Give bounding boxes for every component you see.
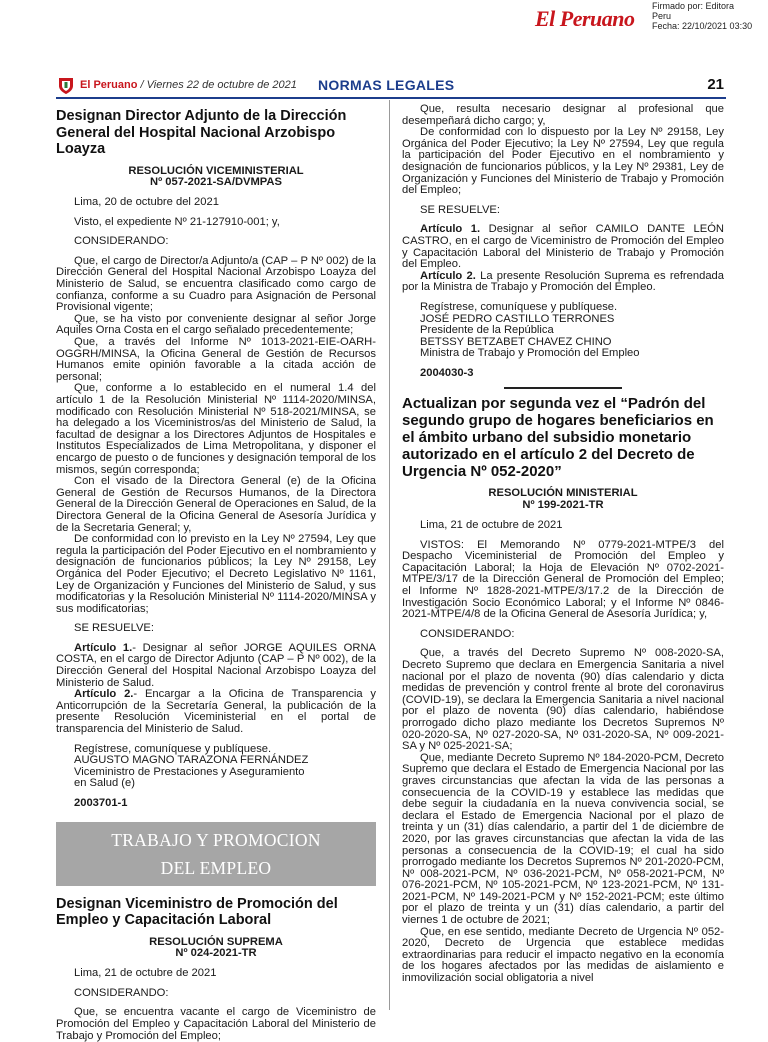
header-section-title: NORMAS LEGALES — [318, 77, 455, 93]
signer-role: Viceministro de Prestaciones y Aseguramiento — [74, 765, 305, 778]
article-label: Artículo 2. — [420, 269, 476, 282]
article-1 — [402, 224, 724, 270]
considerando-label: CONSIDERANDO: — [74, 235, 169, 248]
publication-code: 2004030-3 — [420, 366, 474, 379]
paragraph: De conformidad con lo previsto en la Ley Nº 27594, Ley que regula la participación del Poder Ejecutivo en el nombramiento y designación de funcionarios públicos; la Ley Nº 29158, Ley Orgánica del Poder Ejecutivo; el Decreto Legislativo Nº 1161, Ley de Organización y Funciones del Ministerio de Salud, y sus modificatorias y la Resolución Ministerial Nº 1114-2020/MINSA y sus modificatorias; — [56, 533, 376, 615]
article-1 — [56, 643, 376, 689]
resuelve-label: SE RESUELVE: — [74, 622, 154, 635]
article-title: Designan Viceministro de Promoción del Empleo y Capacitación Laboral — [56, 895, 338, 929]
stamp-line: Firmado por: Editora — [652, 1, 735, 11]
header-brand-name: El Peruano — [80, 79, 138, 91]
article-text: - Designar al señor JORGE AQUILES ORNA COSTA, en el cargo de Director Adjunto (CAP – P Nº 002), de la Dirección General del Hospital Nacional Arzobispo Loayza del Ministerio de Salud. — [56, 641, 376, 689]
el-peruano-logo: El Peruano — [535, 6, 635, 31]
article-label: Artículo 2. — [74, 688, 134, 701]
paragraph: Que, en ese sentido, mediante Decreto de Urgencia Nº 052-2020, Decreto de Urgencia que establece medidas extraordinarias para reducir el impacto negativo en la economía de los hogares afectados por las medidas de aislamiento e inmovilización social obligatoria a nivel — [402, 925, 724, 985]
banner-line: TRABAJO Y PROMOCION — [111, 829, 321, 850]
article-label: Artículo 1. — [74, 641, 133, 654]
page-number: 21 — [707, 76, 724, 93]
paragraph: Que, resulta necesario designar al profesional que desempeñará dicho cargo; y, — [402, 103, 724, 127]
signer-role: Presidente de la República — [420, 324, 554, 337]
paragraph: De conformidad con lo dispuesto por la Ley Nº 29158, Ley Orgánica del Poder Ejecutivo; la Ley Nº 27594, Ley que regula la participación del Poder Ejecutivo en el nombramiento y designación de funcionarios públicos, y la Ley Nº 29381, Ley de Organización y Funciones del Ministerio de Trabajo y Promoción del Empleo; — [402, 126, 724, 197]
paragraph: Con el visado de la Directora General (e) de la Oficina General de Gestión de Recursos Humanos, de la Directora General de la Dirección General de Operaciones en Salud, de la Directora General de la Oficina General de Asesoría Jurídica y de la Secretaria General; y, — [56, 475, 376, 534]
paragraph: Que, a través del Informe Nº 1013-2021-EIE-OARH-OGGRH/MINSA, la Oficina General de Gestión de Recursos Humanos emite opinión favorable a la citada acción de personal; — [56, 336, 376, 383]
banner-line: DEL EMPLEO — [160, 857, 272, 878]
left-column — [56, 104, 376, 1042]
resolution-number: Nº 199-2021-TR — [522, 499, 604, 512]
right-column — [402, 104, 724, 985]
place-date: Lima, 20 de octubre del 2021 — [74, 196, 219, 209]
article-label: Artículo 1. — [420, 223, 481, 236]
coat-of-arms-icon — [58, 77, 74, 95]
closing-formula: Regístrese, comuníquese y publíquese. — [420, 300, 618, 313]
signer-name: BETSSY BETZABET CHAVEZ CHINO — [420, 335, 612, 348]
stamp-line: Peru — [652, 11, 672, 21]
paragraph: Que, a través del Decreto Supremo Nº 008-2020-SA, Decreto Supremo que declara en Emergencia Sanitaria a nivel nacional por el plazo de noventa (90) días calendario y dicta medidas de prevención y control frente al brote del coronavirus (COVID-19), se declara la Emergencia Sanitaria a nivel nacional por el plazo de noventa (90) días calendario, habiéndose prorrogado dicho plazo mediante los Decretos Supremos Nº 020-2020-SA, Nº 027-2020-SA, Nº 031-2020-SA, Nº 009-2021-SA y Nº 025-2021-SA; — [402, 647, 724, 753]
resolution-heading — [56, 937, 376, 961]
running-header — [56, 75, 726, 99]
visto-paragraph: Visto, el expediente Nº 21-127910-001; y, — [74, 215, 280, 228]
paragraph: Que, el cargo de Director/a Adjunto/a (CAP – P Nº 002) de la Dirección General del Hospital Nacional Arzobispo Loayza del Ministerio de Salud, se encuentra clasificado como cargo de confianza, conforme a su Cuadro para Asignación de Personal Provisional vigente; — [56, 254, 376, 314]
place-date: Lima, 21 de octubre de 2021 — [74, 967, 217, 980]
considerando-label: CONSIDERANDO: — [420, 627, 515, 640]
paragraph: Que, mediante Decreto Supremo Nº 184-2020-PCM, Decreto Supremo que declara el Estado de Emergencia Nacional por las graves circunstancias que afectan la vida de las personas a consecuencia de la COVID-19 y establece las medidas que debe seguir la ciudadanía en la nueva convivencia social, se declara el Estado de Emergencia Nacional por el plazo de treinta y un (31) días calendario, a partir del 1 de diciembre de 2020, por las graves circunstancias que afectan la vida de las personas a consecuencia de la COVID-19; el cual ha sido prorrogado mediante los Decretos Supremos Nº 201-2020-PCM, Nº 008-2021-PCM, Nº 036-2021-PCM, Nº 058-2021-PCM, Nº 076-2021-PCM, Nº 105-2021-PCM, Nº 123-2021-PCM, Nº 131-2021-PCM, Nº 149-2021-PCM y Nº 152-2021-PCM; este último por el plazo de treinta y un (31) días calendario, a partir del viernes 1 de octubre de 2021; — [402, 751, 724, 927]
resolution-heading — [56, 166, 376, 190]
place-date: Lima, 21 de octubre de 2021 — [420, 519, 563, 532]
closing-formula: Regístrese, comuníquese y publíquese. — [74, 742, 272, 755]
signer-role: Ministra de Trabajo y Promoción del Empleo — [420, 347, 640, 360]
article-title: Designan Director Adjunto de la Dirección General del Hospital Nacional Arzobispo Loayza — [56, 108, 347, 157]
signer-name: AUGUSTO MAGNO TARAZONA FERNÁNDEZ — [74, 754, 309, 767]
article-separator — [504, 387, 622, 389]
signer-name: JOSÉ PEDRO CASTILLO TERRONES — [420, 312, 615, 325]
column-divider — [389, 100, 390, 1010]
resolution-type: RESOLUCIÓN SUPREMA — [149, 935, 283, 948]
article-2 — [56, 689, 376, 735]
resolution-number: Nº 024-2021-TR — [175, 947, 257, 960]
stamp-line: Fecha: 22/10/2021 03:30 — [652, 21, 753, 31]
publication-code: 2003701-1 — [74, 797, 128, 809]
resuelve-label: SE RESUELVE: — [420, 203, 500, 216]
resolution-heading — [402, 488, 724, 512]
vistos-paragraph: VISTOS: El Memorando Nº 0779-2021-MTPE/3 del Despacho Viceministerial de Promoción del Empleo y Capacitación Laboral; la Hoja de Elevación Nº 0702-2021-MTPE/3/17 de la Dirección General de Promoción del Empleo; el Informe Nº 1828-2021-MTPE/3/17.2 de la Dirección de Investigación Socio Económico Laboral; y el Informe Nº 0846-2021-MTPE/4/8 de la Oficina General de Asesoría Jurídica; y, — [402, 538, 724, 621]
header-rule — [56, 97, 726, 99]
article-text: Designar al señor CAMILO DANTE LEÓN CASTRO, en el cargo de Viceministro de Promoción del Empleo y Capacitación Laboral del Ministerio de Trabajo y Promoción del Empleo. — [402, 223, 725, 271]
article-title: Actualizan por segunda vez el “Padrón del segundo grupo de hogares beneficiarios en el ámbito urbano del subsidio monetario autorizado en el artículo 2 del Decreto de Urgencia Nº 052-2020” — [402, 395, 714, 481]
header-date: / Viernes 22 de octubre de 2021 — [137, 79, 297, 91]
resolution-number: Nº 057-2021-SA/DVMPAS — [150, 176, 282, 189]
section-banner — [56, 822, 376, 886]
paragraph: Que, conforme a lo establecido en el numeral 1.4 del artículo 1 de la Resolución Ministerial Nº 1114-2020/MINSA, modificado con Resolución Ministerial Nº 518-2021/MINSA, se ha delegado a los Viceministros/as del Ministerio de Salud, la facultad de designar a los Directores Adjuntos de Hospitales e Institutos Especializados de Lima Metropolitana, y disponer el encargo de puesto o de funciones y designación temporal de los mismos, según corresponda; — [56, 382, 376, 476]
article-text: La presente Resolución Suprema es refrendada por la Ministra de Trabajo y Promoción del Empleo. — [402, 269, 724, 294]
resolution-type: RESOLUCIÓN MINISTERIAL — [488, 487, 638, 500]
paragraph: Que, se encuentra vacante el cargo de Viceministro de Promoción del Empleo y Capacitación Laboral del Ministerio de Trabajo y Promoción del Empleo; — [56, 1006, 376, 1042]
digital-signature-stamp — [652, 1, 752, 31]
article-text: - Encargar a la Oficina de Transparencia y Anticorrupción de la Secretaría General, la publicación de la presente Resolución Viceministerial en el portal de transparencia del Ministerio de Salud. — [56, 688, 376, 736]
considerando-label: CONSIDERANDO: — [74, 986, 169, 999]
article-2 — [402, 271, 724, 294]
brand-bar — [0, 0, 768, 40]
signer-role: en Salud (e) — [74, 777, 135, 790]
paragraph: Que, se ha visto por conveniente designar al señor Jorge Aquiles Orna Costa en el cargo señalado precedentemente; — [56, 312, 376, 337]
header-brand — [80, 79, 297, 91]
resolution-type: RESOLUCIÓN VICEMINISTERIAL — [128, 164, 304, 177]
